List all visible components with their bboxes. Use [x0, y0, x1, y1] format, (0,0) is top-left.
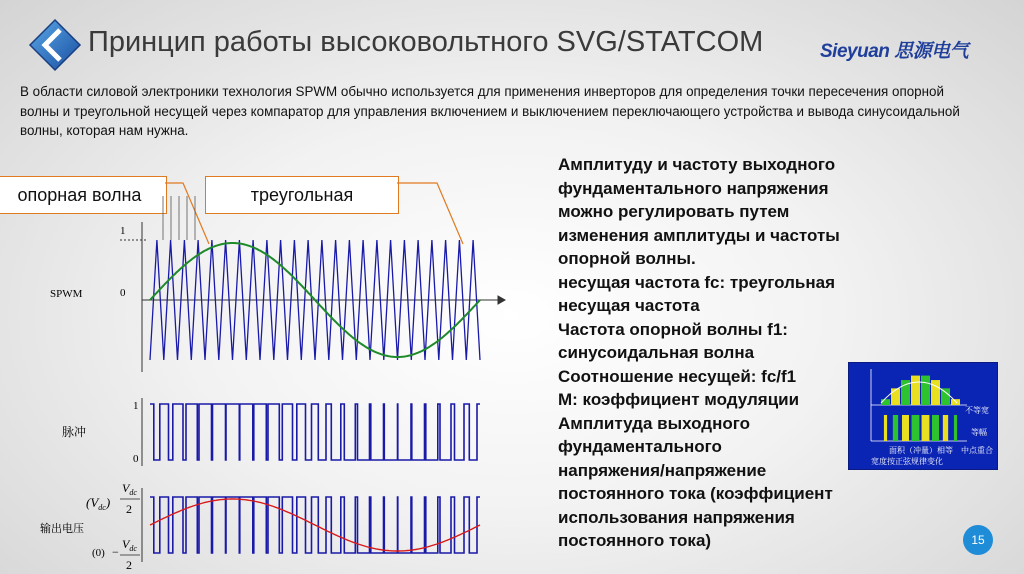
inset-label-b1: 面积（冲量）相等: [889, 446, 953, 455]
explanation-line: использования напряжения: [558, 507, 795, 527]
pulse-tick-0: 0: [133, 453, 139, 465]
frac-bot-num: $V_{dc}$: [122, 537, 137, 553]
pulse-tick-1: 1: [133, 400, 139, 412]
inset-pulse-bar: [893, 415, 898, 441]
inset-sine-bar: [921, 376, 930, 405]
neg-minus-sign: −: [112, 545, 119, 559]
explanation-line: постоянного тока (коэффициент: [558, 484, 833, 503]
inset-pulse-bar: [943, 415, 948, 441]
inset-pulse-bar: [954, 415, 957, 441]
explanation-line: синусоидальная волна: [558, 343, 755, 362]
explanation-line: напряжения/напряжение: [558, 460, 767, 480]
spwm-label: SPWM: [50, 288, 83, 300]
pulse-label: 脉冲: [62, 425, 87, 439]
output-label: 输出电压: [40, 523, 84, 535]
spwm-diagram: [0, 174, 520, 574]
inset-pulse-bar: [932, 415, 939, 441]
explanation-line: фундаментального напряжения: [558, 178, 829, 198]
equal-area-inset-figure: [848, 362, 998, 470]
explanation-line: Амплитуду и частоту выходного: [558, 155, 836, 174]
pulse-train: [150, 404, 480, 460]
neg-open-label: (0): [92, 547, 105, 559]
sampling-guides: [163, 196, 195, 240]
inset-label-top: 不等宽: [965, 406, 989, 415]
explanation-line: изменения амплитуды и частоты: [558, 225, 840, 245]
explanation-line: постоянного тока): [558, 531, 712, 550]
explanation-line: несущая частота fc: треугольная: [558, 272, 836, 292]
inset-sine-bar: [931, 380, 940, 405]
explanation-text: [558, 153, 908, 553]
intro-paragraph: В области силовой электроники технология SPWM обычно используется для применения инверторов для определения точки пересечения опорной волны и треугольной несущей через компаратор для управления включением и выключением переключающего устройства и вывода синусоидальной волны, которая нам нужна.: [20, 84, 960, 138]
frac-bot-den: 2: [126, 558, 132, 572]
inset-sine-bar: [891, 388, 900, 405]
inset-sine-bar: [911, 376, 920, 405]
inset-graphic: [849, 363, 997, 469]
inset-pulse-bar: [922, 415, 930, 441]
tick-label-1: 1: [120, 225, 126, 237]
diamond-logo-icon: [26, 16, 84, 74]
frac-top-num: $V_{dc}$: [122, 481, 137, 497]
explanation-line: можно регулировать путем: [558, 202, 790, 221]
frac-top-den: 2: [126, 502, 132, 516]
inset-pulse-bar: [884, 415, 887, 441]
explanation-line: Амплитуда выходного: [558, 413, 750, 433]
page-title: Принцип работы высоковольтного SVG/STATCOM: [88, 26, 764, 58]
tick-label-0: 0: [120, 287, 126, 299]
vdc-label: $(V_{dc})$: [86, 495, 111, 512]
inset-label-mid: 等幅: [971, 428, 987, 437]
explanation-line: M: коэффициент модуляции: [558, 390, 800, 409]
inset-label-b3: 宽度按正弦规律变化: [871, 457, 943, 466]
inset-label-b2: 中点重合: [961, 446, 993, 455]
explanation-line: опорной волны.: [558, 249, 696, 268]
callout-leaders: [165, 183, 463, 244]
explanation-line: фундаментального: [558, 437, 722, 456]
explanation-line: несущая частота: [558, 296, 700, 315]
triangle-wave-callout: треугольная: [205, 176, 399, 214]
explanation-line: Соотношение несущей: fc/f1: [558, 366, 797, 386]
explanation-line: Частота опорной волны f1:: [558, 319, 788, 339]
page-number: 15: [963, 525, 993, 555]
inset-sine-bar: [941, 388, 950, 405]
brand-logo: Sieyuan 思源电气: [820, 41, 969, 62]
inset-pulse-bar: [902, 415, 909, 441]
inset-pulse-bar: [912, 415, 920, 441]
reference-wave-callout: опорная волна: [0, 176, 167, 214]
